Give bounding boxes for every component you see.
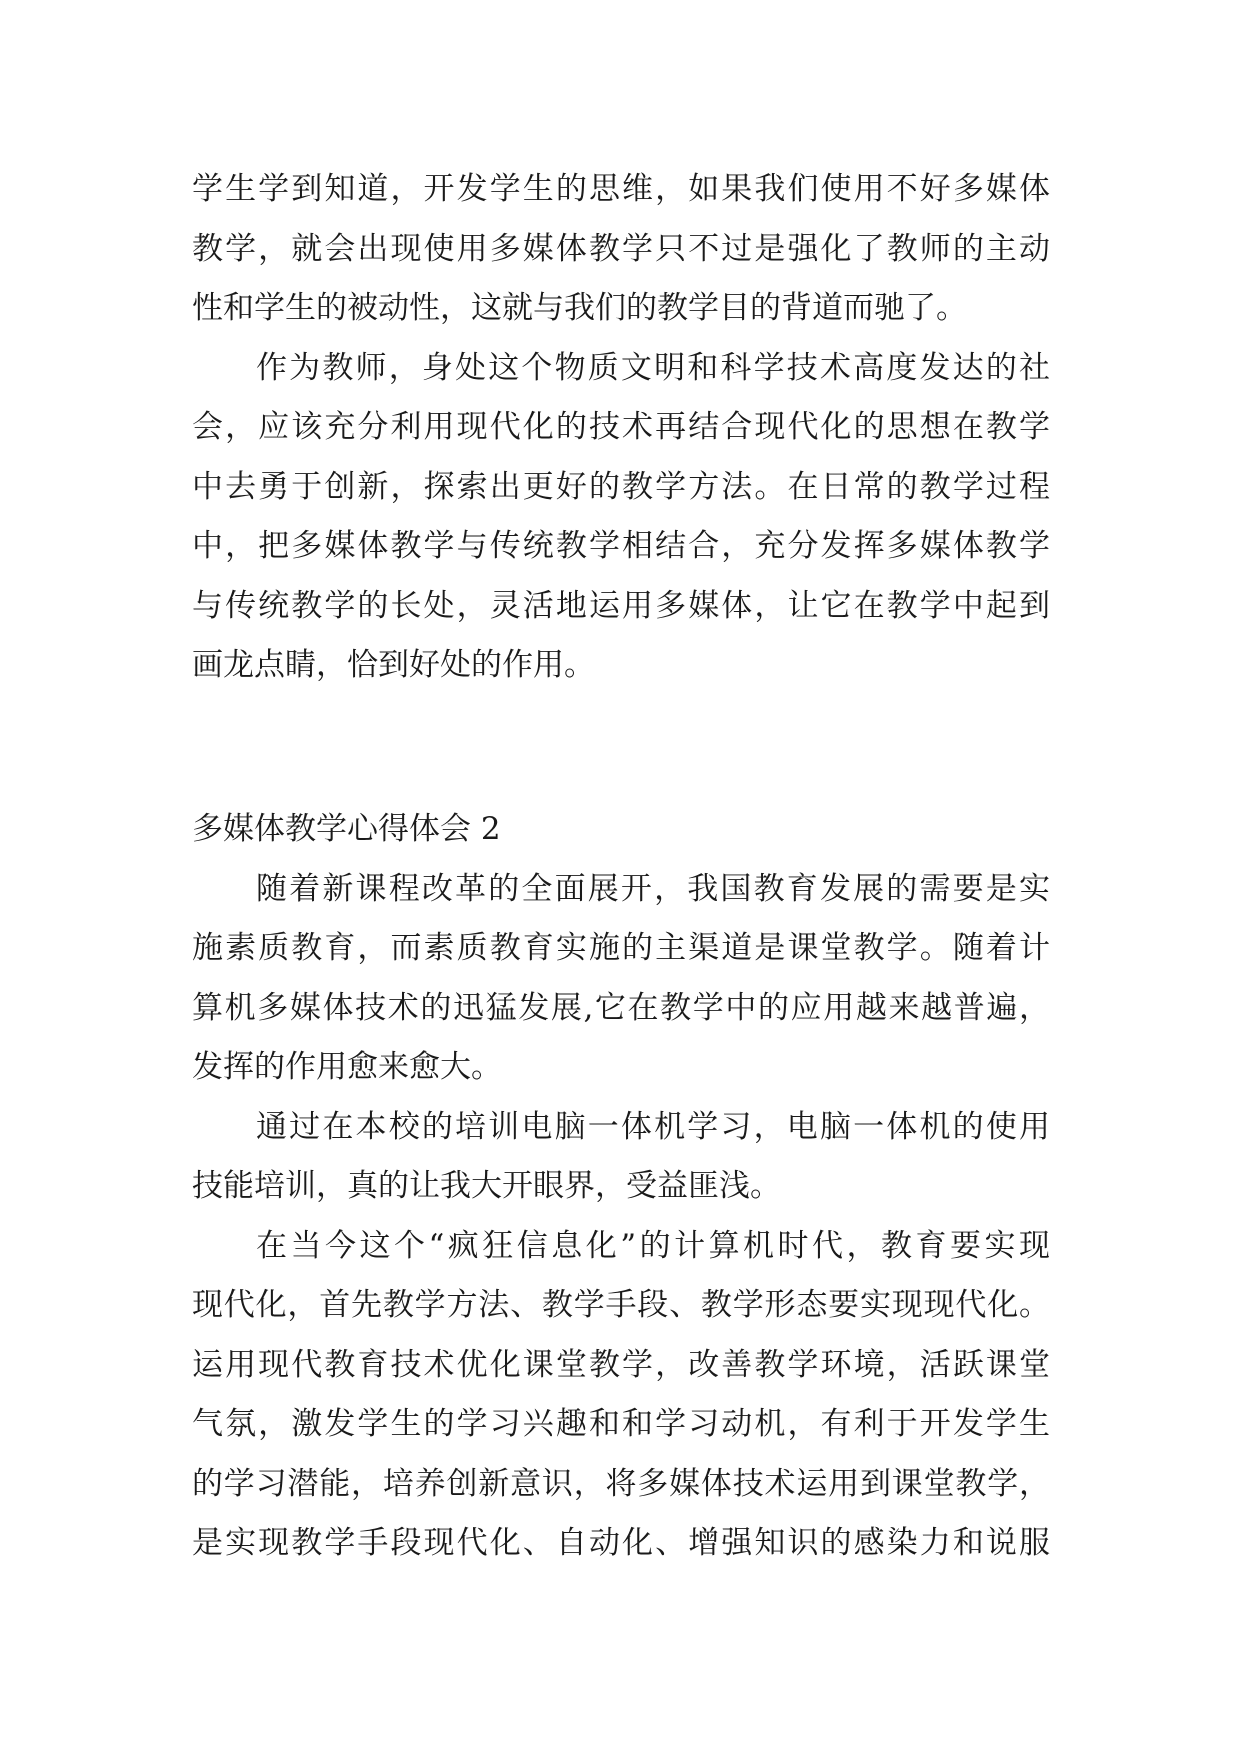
text-line: 运用现代教育技术优化课堂教学，改善教学环境，活跃课堂: [192, 1346, 1050, 1383]
section-previous-essay: [192, 160, 1050, 696]
section-essay-2: [192, 800, 1050, 1574]
text-line: 中去勇于创新，探索出更好的教学方法。在日常的教学过程: [192, 468, 1050, 505]
paragraph: [192, 1098, 1050, 1217]
text-line: 发挥的作用愈来愈大。: [192, 1049, 502, 1085]
text-line: 中，把多媒体教学与传统教学相结合，充分发挥多媒体教学: [192, 528, 1050, 564]
text-line: 技能培训，真的让我大开眼界，受益匪浅。: [192, 1168, 781, 1204]
paragraph: [192, 339, 1050, 696]
text-line: 算机多媒体技术的迅猛发展,它在教学中的应用越来越普遍，: [192, 989, 1050, 1026]
text-line: 通过在本校的培训电脑一体机学习，电脑一体机的使用: [256, 1108, 1050, 1145]
text-line: 性和学生的被动性，这就与我们的教学目的背道而驰了。: [192, 290, 967, 326]
text-line: 气氛，激发学生的学习兴趣和和学习动机，有利于开发学生: [192, 1406, 1050, 1442]
text-line: 是实现教学手段现代化、自动化、增强知识的感染力和说服: [192, 1525, 1050, 1561]
text-line: 画龙点睛，恰到好处的作用。: [192, 647, 595, 683]
paragraph: [192, 860, 1050, 1098]
paragraph: [192, 160, 1050, 339]
section-heading: 多媒体教学心得体会 2: [192, 811, 501, 847]
paragraph: [192, 1217, 1050, 1574]
text-line: 作为教师，身处这个物质文明和科学技术高度发达的社: [256, 349, 1050, 386]
text-line: 施素质教育，而素质教育实施的主渠道是课堂教学。随着计: [192, 930, 1050, 966]
text-line: 会，应该充分利用现代化的技术再结合现代化的思想在教学: [192, 409, 1050, 445]
text-line: 随着新课程改革的全面展开，我国教育发展的需要是实: [256, 870, 1050, 907]
text-line: 学生学到知道，开发学生的思维，如果我们使用不好多媒体: [192, 171, 1050, 207]
text-line: 与传统教学的长处，灵活地运用多媒体，让它在教学中起到: [192, 587, 1050, 624]
text-line: 现代化，首先教学方法、教学手段、教学形态要实现现代化。: [192, 1287, 1050, 1323]
text-line: 在当今这个“疯狂信息化”的计算机时代，教育要实现: [256, 1227, 1050, 1264]
text-line: 的学习潜能，培养创新意识，将多媒体技术运用到课堂教学，: [192, 1465, 1050, 1502]
text-line: 教学，就会出现使用多媒体教学只不过是强化了教师的主动: [192, 230, 1050, 267]
